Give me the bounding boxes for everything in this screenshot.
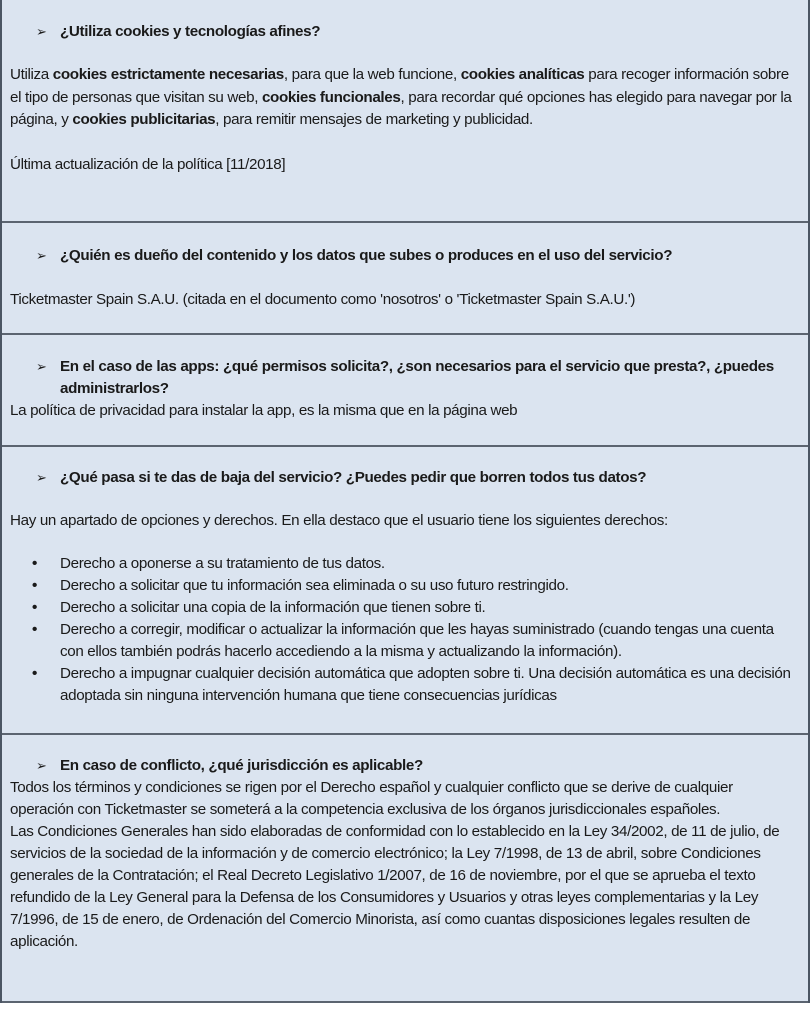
list-item (10, 619, 800, 663)
bullet-dot-icon: • (32, 665, 37, 682)
section-cookies (2, 0, 808, 223)
bullet-dot-icon: • (32, 621, 37, 638)
legal-basis-paragraph: Las Condiciones Generales han sido elaboradas de conformidad con lo establecido en la Ley 34/2002, de 11 de julio, de servicios de la sociedad de la información y de comercio electrónico; la Ley 7/1998, de 13 de abril, sobre Condiciones generales de la Contratación; el Real Decreto Legislativo 1/2007, de 16 de noviembre, por el que se aprueba el texto refundido de la Ley General para la Defensa de los Consumidores y Usuarios y otras leyes complementarias y la Ley 7/1996, de 15 de enero, de Ordenación del Comercio Minorista, así como cuantas disposiciones legales resulten de aplicación. (10, 823, 780, 950)
arrowhead-bullet-icon: ➢ (36, 470, 47, 485)
cookie-type-strict: cookies estrictamente necesarias (52, 66, 284, 83)
list-item (10, 663, 800, 707)
bullet-dot-icon: • (32, 599, 37, 616)
arrowhead-bullet-icon: ➢ (36, 758, 47, 773)
section-ownership (2, 223, 808, 335)
answer-text: La política de privacidad para instalar la app, es la misma que en la página web (10, 402, 518, 419)
answer-fragment: para recoger información sobre el tipo de personas que visitan su web, (10, 66, 789, 106)
cookie-type-advertising: cookies publicitarias (72, 111, 216, 128)
cookie-type-analytics: cookies analíticas (460, 66, 585, 83)
section-account-deletion (2, 447, 808, 735)
right-text: Derecho a solicitar que tu información sea eliminada o su uso futuro restringido. (60, 577, 569, 594)
answer-intro: Hay un apartado de opciones y derechos. En ella destaco que el usuario tiene los siguientes derechos: (10, 512, 668, 529)
right-text: Derecho a corregir, modificar o actualizar la información que les hayas suministrado (cuando tengas una cuenta con ellos también podrás hacerlo accediendo a la misma y actualizando la información). (60, 621, 774, 660)
answer-fragment: , para recordar qué opciones has elegido para navegar por la página, y (10, 88, 792, 128)
section-app-permissions (2, 335, 808, 447)
bullet-dot-icon: • (32, 555, 37, 572)
jurisdiction-paragraph: Todos los términos y condiciones se rigen por el Derecho español y cualquier conflicto que se derive de cualquier operación con Ticketmaster se someterá a la competencia exclusiva de los órganos jurisdiccionales españoles. (10, 779, 733, 818)
answer-text: Ticketmaster Spain S.A.U. (citada en el documento como 'nosotros' o 'Ticketmaster Spain S.A.U.') (10, 291, 636, 308)
question-heading (10, 21, 800, 43)
question-text: ¿Quién es dueño del contenido y los datos que subes o produces en el uso del servicio? (60, 247, 673, 264)
list-item (10, 597, 800, 619)
question-heading (10, 356, 800, 400)
right-text: Derecho a solicitar una copia de la información que tienen sobre ti. (60, 599, 486, 616)
list-item (10, 575, 800, 597)
section-jurisdiction (2, 735, 808, 1003)
question-heading (10, 467, 800, 489)
cookie-type-functional: cookies funcionales (261, 88, 401, 106)
arrowhead-bullet-icon: ➢ (36, 248, 47, 263)
arrowhead-bullet-icon: ➢ (36, 359, 47, 374)
answer-text (10, 64, 800, 132)
list-item (10, 553, 800, 575)
question-heading (10, 755, 800, 777)
question-heading (10, 245, 800, 267)
arrowhead-bullet-icon: ➢ (36, 24, 47, 39)
answer-fragment: , para remitir mensajes de marketing y publicidad. (215, 111, 533, 128)
answer-fragment: Utiliza (10, 66, 53, 83)
right-text: Derecho a impugnar cualquier decisión automática que adopten sobre ti. Una decisión automática es una decisión adoptada sin ninguna intervención humana que tiene consecuencias jurídicas (60, 665, 791, 704)
question-text: ¿Qué pasa si te das de baja del servicio? ¿Puedes pedir que borren todos tus datos? (60, 469, 647, 486)
question-text: ¿Utiliza cookies y tecnologías afines? (60, 23, 321, 40)
question-text: En caso de conflicto, ¿qué jurisdicción es aplicable? (60, 757, 423, 774)
last-updated: Última actualización de la política [11/2018] (10, 155, 286, 173)
answer-fragment: , para que la web funcione, (283, 66, 461, 83)
rights-list (10, 553, 800, 707)
question-text: En el caso de las apps: ¿qué permisos solicita?, ¿son necesarios para el servicio que presta?, ¿puedes administrarlos? (60, 358, 774, 397)
right-text: Derecho a oponerse a su tratamiento de tus datos. (60, 555, 385, 572)
bullet-dot-icon: • (32, 577, 37, 594)
